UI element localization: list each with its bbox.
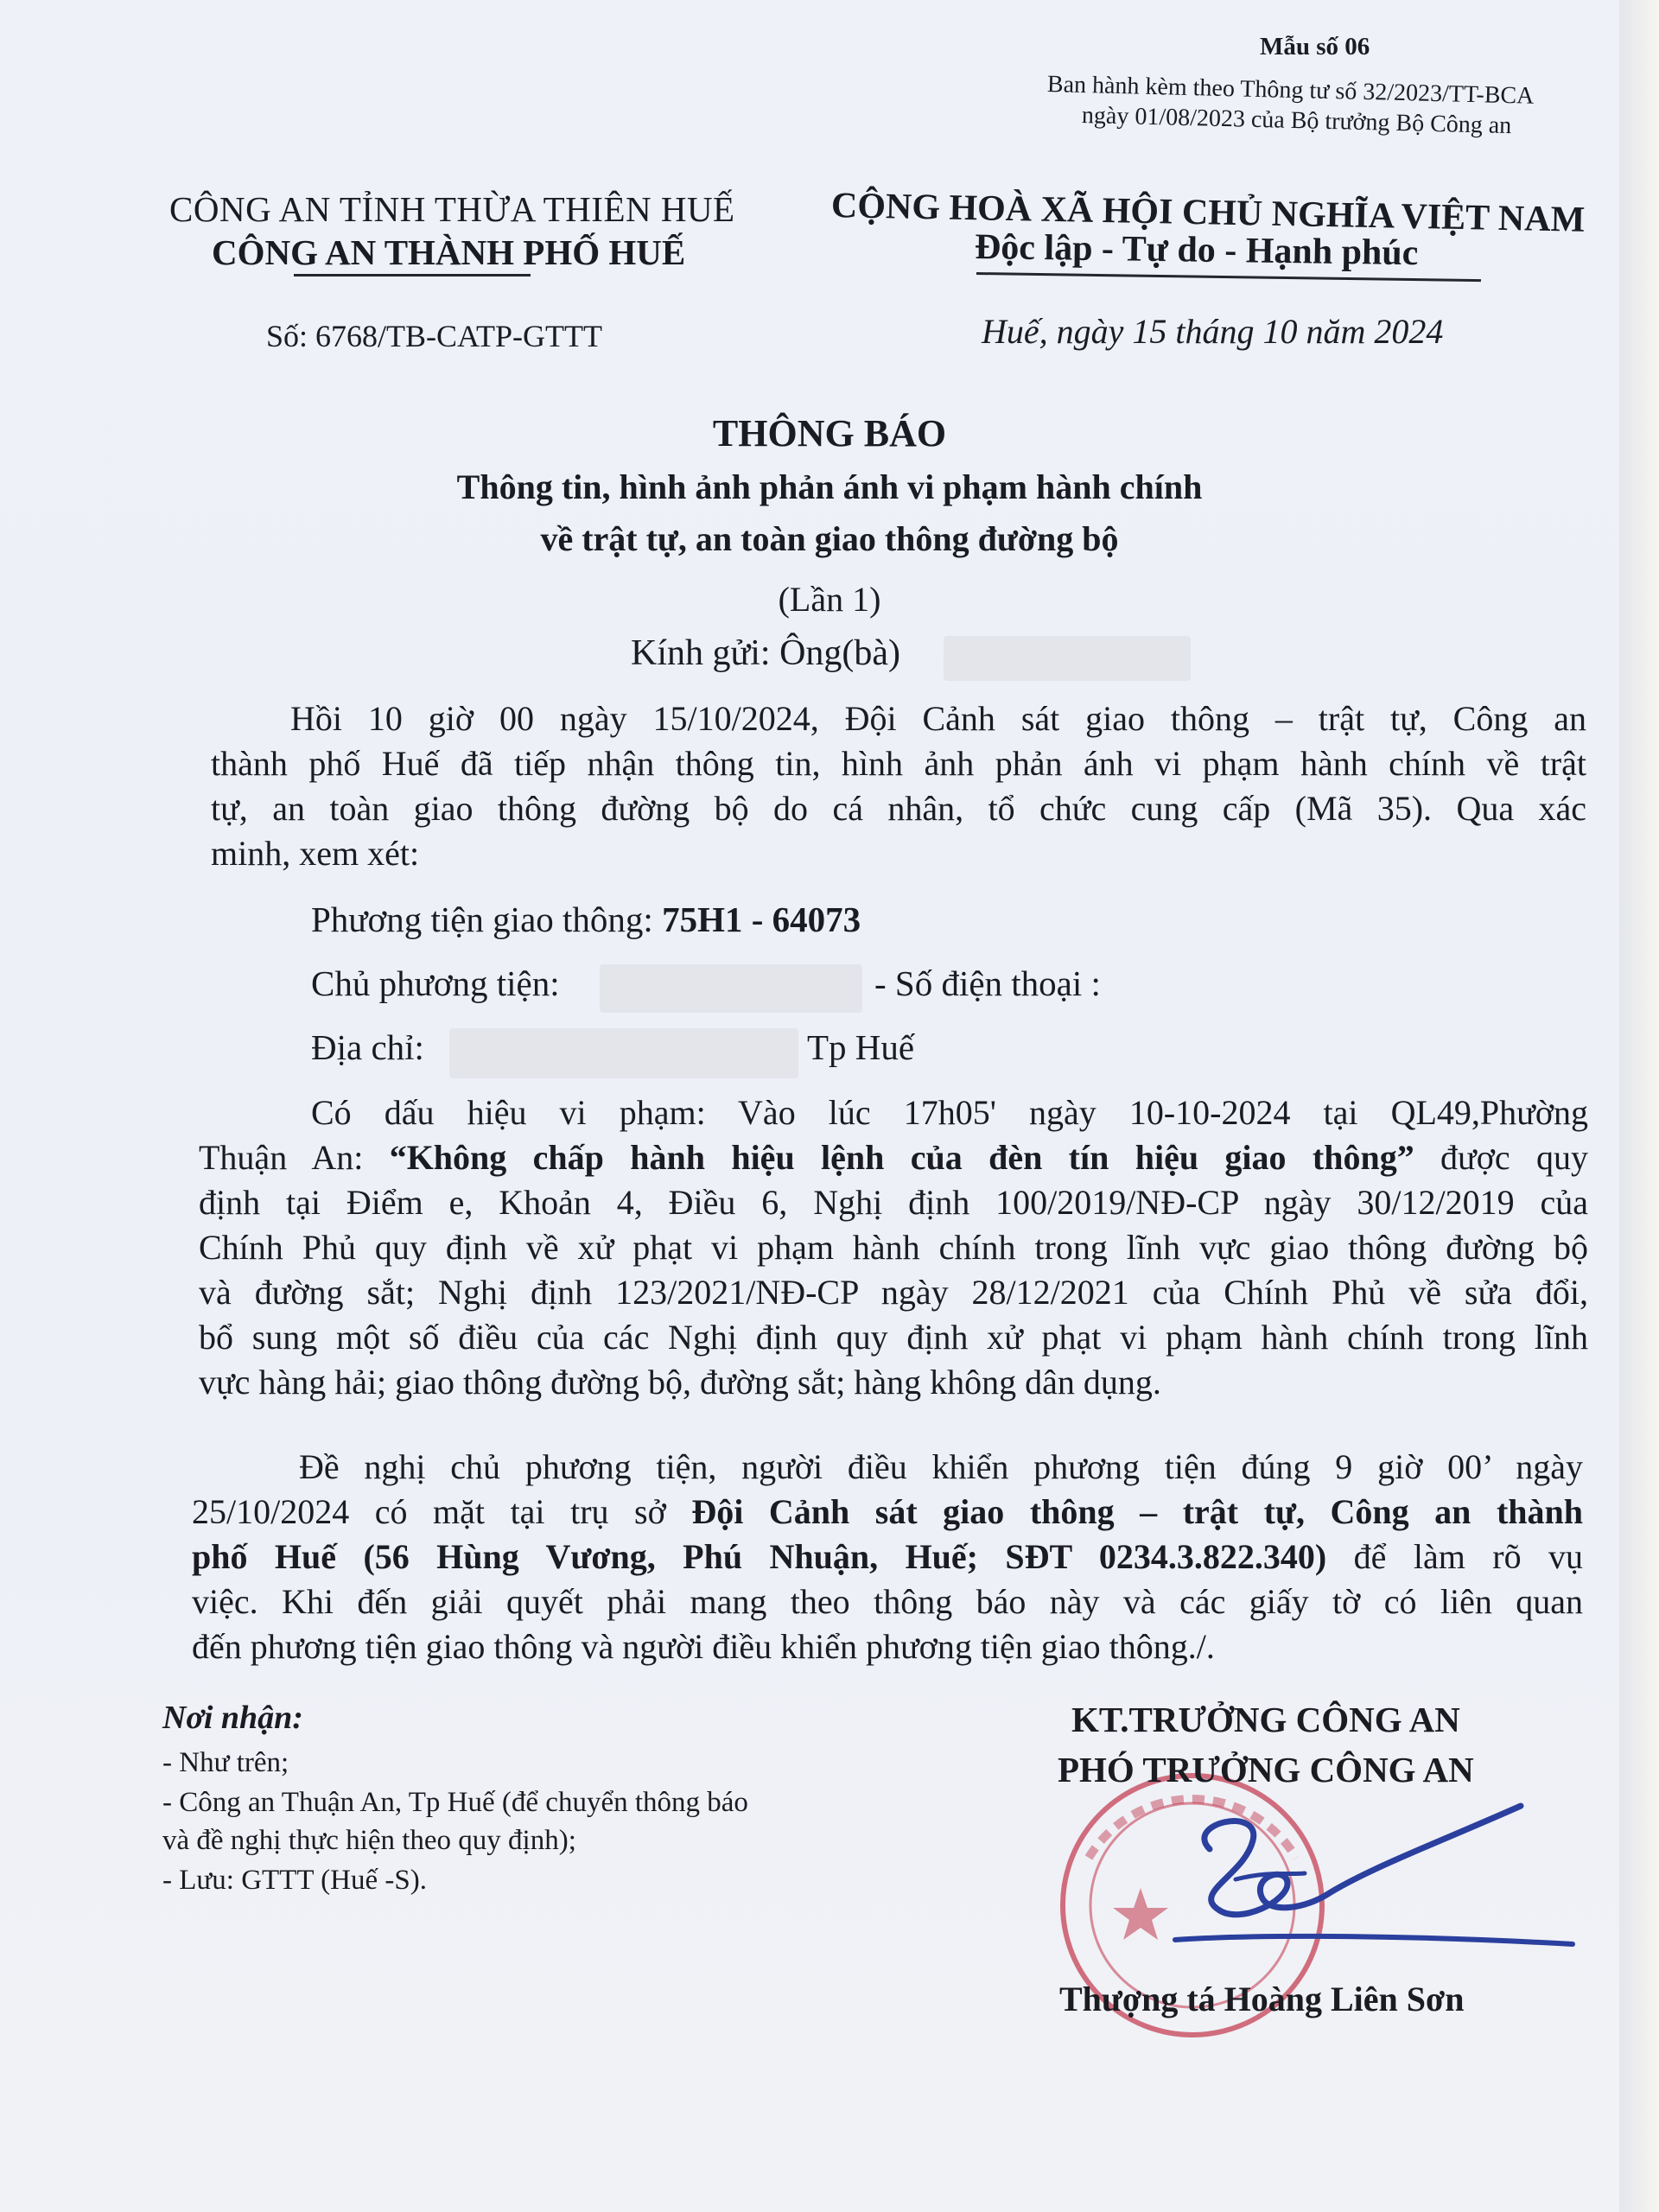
document-subtitle-line-1: Thông tin, hình ảnh phản ánh vi phạm hành chính [456, 467, 1203, 506]
agency-underline [294, 274, 531, 276]
request-office: Đội Cảnh sát giao thông – trật tự, Công an thành [691, 1492, 1584, 1531]
violation-text: được quy [1414, 1138, 1588, 1177]
nation-title: CỘNG HOÀ XÃ HỘI CHỦ NGHĨA VIỆT NAM [830, 186, 1586, 240]
phone-label: - Số điện thoại : [874, 963, 1101, 1003]
signer-name: Thượng tá Hoàng Liên Sơn [1059, 1980, 1465, 2018]
violation-paragraph [199, 1090, 1588, 1405]
request-line: Đề nghị chủ phương tiện, người điều khiển phương tiện đúng 9 giờ 00’ ngày [299, 1447, 1583, 1486]
handwritten-signature-icon [1158, 1789, 1590, 1979]
intro-line: minh, xem xét: [211, 834, 420, 873]
vehicle-plate: 75H1 - 64073 [662, 899, 861, 939]
recipients-item: - Công an Thuận An, Tp Huế (để chuyển thông báo [162, 1787, 748, 1818]
recipients-item: - Như trên; [162, 1747, 289, 1778]
document-title: THÔNG BÁO [712, 412, 947, 454]
request-office-address: phố Huế (56 Hùng Vương, Phú Nhuận, Huế; SĐT 0234.3.822.340) [192, 1537, 1327, 1576]
violation-line: Có dấu hiệu vi phạm: Vào lúc 17h05' ngày 10-10-2024 tại QL49,Phường [311, 1093, 1588, 1132]
place-date: Huế, ngày 15 tháng 10 năm 2024 [982, 312, 1444, 351]
intro-paragraph [211, 696, 1586, 876]
signature-authority: KT.TRƯỞNG CÔNG AN [1071, 1700, 1460, 1739]
recipients-item: và đề nghị thực hiện theo quy định); [162, 1825, 576, 1856]
signature-position: PHÓ TRƯỞNG CÔNG AN [1058, 1750, 1474, 1789]
redacted-address [449, 1028, 798, 1078]
violation-description: “Không chấp hành hiệu lệnh của đèn tín hiệu giao thông” [389, 1138, 1414, 1177]
agency-name: CÔNG AN THÀNH PHỐ HUẾ [212, 232, 686, 272]
violation-line: Chính Phủ quy định về xử phạt vi phạm hành chính trong lĩnh vực giao thông đường bộ [199, 1228, 1588, 1267]
request-line: việc. Khi đến giải quyết phải mang theo thông báo này và các giấy tờ có liên quan [192, 1582, 1583, 1621]
request-line: đến phương tiện giao thông và người điều khiển phương tiện giao thông./. [192, 1627, 1215, 1666]
issued-by-line-2: ngày 01/08/2023 của Bộ trưởng Bộ Công an [1081, 102, 1512, 140]
request-paragraph [192, 1445, 1583, 1669]
redacted-owner-name [600, 964, 862, 1013]
redacted-recipient-name [944, 636, 1191, 681]
address-city: Tp Huế [807, 1027, 915, 1067]
notice-round: (Lần 1) [778, 580, 881, 619]
violation-line: định tại Điểm e, Khoản 4, Điều 6, Nghị định 100/2019/NĐ-CP ngày 30/12/2019 của [199, 1183, 1588, 1222]
request-line [192, 1490, 1583, 1535]
request-date: 25/10/2024 có mặt tại trụ sở [192, 1492, 692, 1531]
intro-line: tự, an toàn giao thông đường bộ do cá nhân, tổ chức cung cấp (Mã 35). Qua xác [211, 789, 1586, 828]
violation-line [199, 1135, 1588, 1180]
violation-line: và đường sắt; Nghị định 123/2021/NĐ-CP ngày 28/12/2021 của Chính Phủ về sửa đổi, [199, 1273, 1588, 1312]
document-number: Số: 6768/TB-CATP-GTTT [266, 319, 603, 353]
violation-line: vực hàng hải; giao thông đường bộ, đường sắt; hàng không dân dụng. [199, 1363, 1161, 1402]
request-purpose: để làm rõ vụ [1326, 1537, 1583, 1576]
nation-motto: Độc lập - Tự do - Hạnh phúc [974, 227, 1419, 274]
violation-place: Thuận An: [199, 1138, 390, 1177]
owner-label: Chủ phương tiện: [311, 963, 560, 1003]
recipients-item: - Lưu: GTTT (Huế -S). [162, 1865, 427, 1896]
intro-line: Hồi 10 giờ 00 ngày 15/10/2024, Đội Cảnh sát giao thông – trật tự, Công an [290, 699, 1586, 738]
recipient-label: Kính gửi: Ông(bà) [631, 633, 901, 673]
form-number: Mẫu số 06 [1260, 33, 1370, 60]
request-line [192, 1535, 1583, 1580]
document-subtitle-line-2: về trật tự, an toàn giao thông đường bộ [540, 519, 1119, 558]
violation-line: bổ sung một số điều của các Nghị định quy định xử phạt vi phạm hành chính trong lĩnh [199, 1318, 1588, 1357]
paper-edge [1619, 0, 1659, 2212]
recipients-heading: Nơi nhận: [162, 1700, 303, 1736]
address-label: Địa chỉ: [311, 1027, 424, 1067]
vehicle-row [311, 899, 861, 940]
agency-parent: CÔNG AN TỈNH THỪA THIÊN HUẾ [169, 189, 735, 229]
vehicle-label: Phương tiện giao thông: [311, 899, 663, 939]
issued-by-line-1: Ban hành kèm theo Thông tư số 32/2023/TT-BCA [1046, 71, 1535, 110]
intro-line: thành phố Huế đã tiếp nhận thông tin, hình ảnh phản ánh vi phạm hành chính về trật [211, 744, 1586, 783]
